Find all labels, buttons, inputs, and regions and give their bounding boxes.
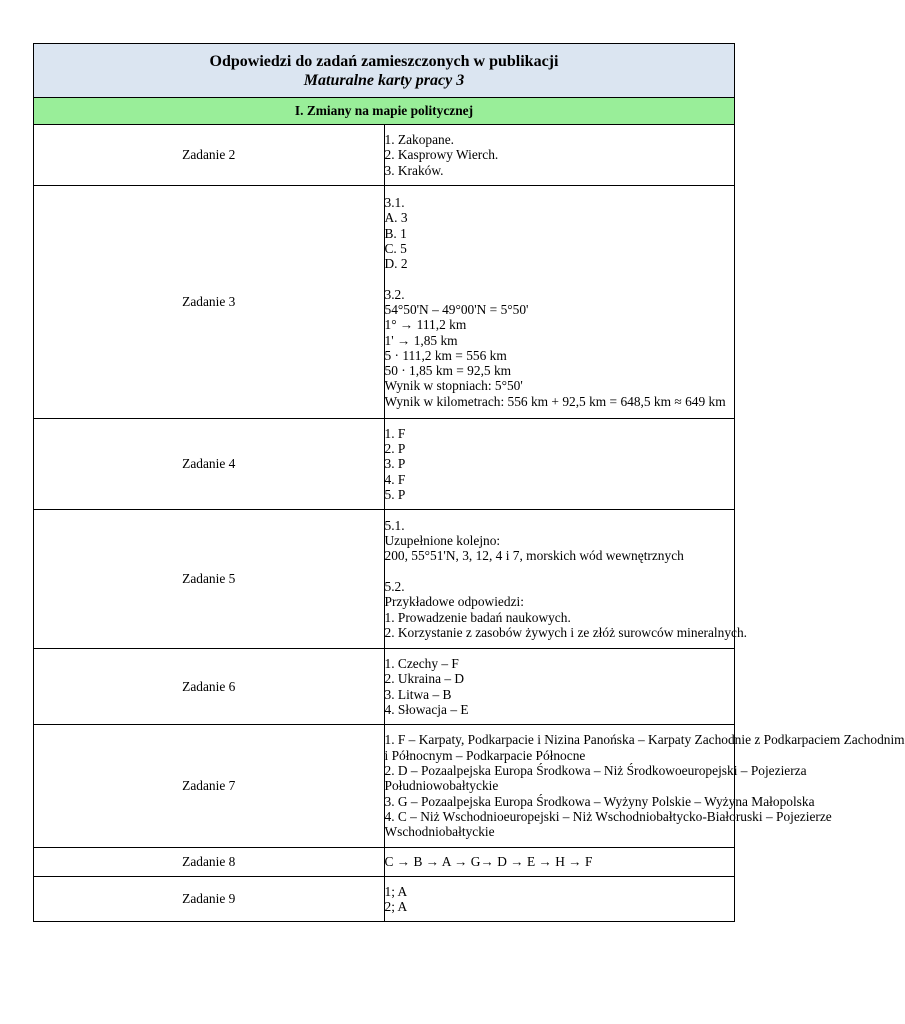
answer-line: 3.2. — [384, 286, 405, 302]
answer-line: C → B → A → G→ D → E → H → F — [384, 854, 593, 870]
document-title: Odpowiedzi do zadań zamieszczonych w publikacji — [209, 52, 559, 70]
answer-row — [34, 649, 735, 725]
header-row — [34, 44, 735, 98]
answer-line: Południowobałtyckie — [384, 778, 499, 794]
answer-line: 1. Czechy – F — [384, 655, 459, 671]
answer-line: 3. P — [384, 456, 406, 472]
task-label: Zadanie 5 — [34, 510, 385, 649]
blank-line — [385, 564, 735, 579]
answer-row — [34, 125, 735, 186]
section-title: I. Zmiany na mapie politycznej — [34, 98, 735, 125]
document-subtitle: Maturalne karty pracy 3 — [303, 71, 465, 89]
answer-content — [384, 877, 735, 922]
answer-line: 1. F – Karpaty, Podkarpacie i Nizina Panońska – Karpaty Zachodnie z Podkarpaciem Zachodnim — [384, 732, 905, 748]
answer-line: 3. Kraków. — [384, 162, 444, 178]
answer-line: 2; A — [384, 899, 408, 914]
answer-line: 1° → 111,2 km — [384, 317, 467, 333]
answer-row — [34, 186, 735, 419]
section-row — [34, 98, 735, 125]
answer-line: 2. Ukraina – D — [384, 671, 465, 687]
answer-line: 3.1. — [384, 194, 405, 210]
answer-content — [384, 649, 735, 725]
answer-line: B. 1 — [384, 225, 407, 241]
task-label: Zadanie 9 — [34, 877, 385, 922]
answer-line: 200, 55°51'N, 3, 12, 4 i 7, morskich wód wewnętrznych — [384, 548, 684, 564]
answer-content — [384, 186, 735, 419]
answer-line: 1' → 1,85 km — [384, 332, 458, 348]
answer-line: 2. P — [384, 441, 406, 457]
task-label: Zadanie 6 — [34, 649, 385, 725]
answer-line: 2. Kasprowy Wierch. — [384, 147, 499, 163]
answer-row — [34, 848, 735, 877]
answer-line: 50 · 1,85 km = 92,5 km — [384, 363, 512, 379]
answer-row — [34, 725, 735, 848]
title-cell — [34, 44, 735, 98]
answer-line: 5.1. — [384, 517, 405, 533]
answer-line: Wschodniobałtyckie — [384, 824, 495, 840]
answer-line: 2. D – Pozaalpejska Europa Środkowa – Niż Środkowoeuropejski – Pojezierza — [384, 763, 807, 779]
blank-line — [385, 271, 735, 286]
answer-line: Wynik w stopniach: 5°50' — [384, 378, 523, 394]
answer-content — [384, 419, 735, 510]
task-label: Zadanie 8 — [34, 848, 385, 877]
answers-table — [33, 43, 905, 922]
answer-line: Uzupełnione kolejno: — [384, 533, 501, 549]
answer-line: 1. Prowadzenie badań naukowych. — [384, 609, 571, 625]
answer-row — [34, 877, 735, 922]
answer-line: C. 5 — [384, 240, 407, 256]
task-label: Zadanie 4 — [34, 419, 385, 510]
answer-line: 4. Słowacja – E — [384, 701, 469, 717]
answer-line: 3. Litwa – B — [384, 686, 452, 702]
task-label: Zadanie 7 — [34, 725, 385, 848]
answer-line: Wynik w kilometrach: 556 km + 92,5 km = 648,5 km ≈ 649 km — [384, 393, 726, 409]
task-label: Zadanie 3 — [34, 186, 385, 419]
answer-line: 1. F — [384, 425, 406, 441]
answer-line: 54°50'N – 49°00'N = 5°50' — [384, 302, 529, 317]
answer-line: 3. G – Pozaalpejska Europa Środkowa – Wyżyny Polskie – Wyżyna Małopolska — [384, 793, 815, 809]
answer-row — [34, 419, 735, 510]
answer-line: Przykładowe odpowiedzi: — [384, 594, 524, 610]
answer-line: 4. C – Niż Wschodnioeuropejski – Niż Wschodniobałtycko-Białoruski – Pojezierze — [384, 808, 832, 824]
answer-content — [384, 848, 735, 877]
answer-line: i Północnym – Podkarpacie Północne — [384, 747, 586, 763]
answer-line: 5.2. — [384, 579, 405, 594]
answer-content — [384, 725, 905, 848]
answer-line: A. 3 — [384, 210, 408, 226]
answer-row — [34, 510, 735, 649]
answer-line: 5. P — [384, 486, 406, 502]
answer-line: 2. Korzystanie z zasobów żywych i ze złóż surowców mineralnych. — [384, 624, 748, 640]
answer-line: D. 2 — [384, 256, 408, 272]
answer-content — [384, 125, 735, 186]
answer-line: 4. F — [384, 471, 406, 487]
answer-content — [384, 510, 748, 649]
answer-line: 1; A — [384, 883, 408, 899]
task-label: Zadanie 2 — [34, 125, 385, 186]
answer-line: 5 · 111,2 km = 556 km — [384, 347, 507, 363]
answer-line: 1. Zakopane. — [384, 132, 455, 148]
